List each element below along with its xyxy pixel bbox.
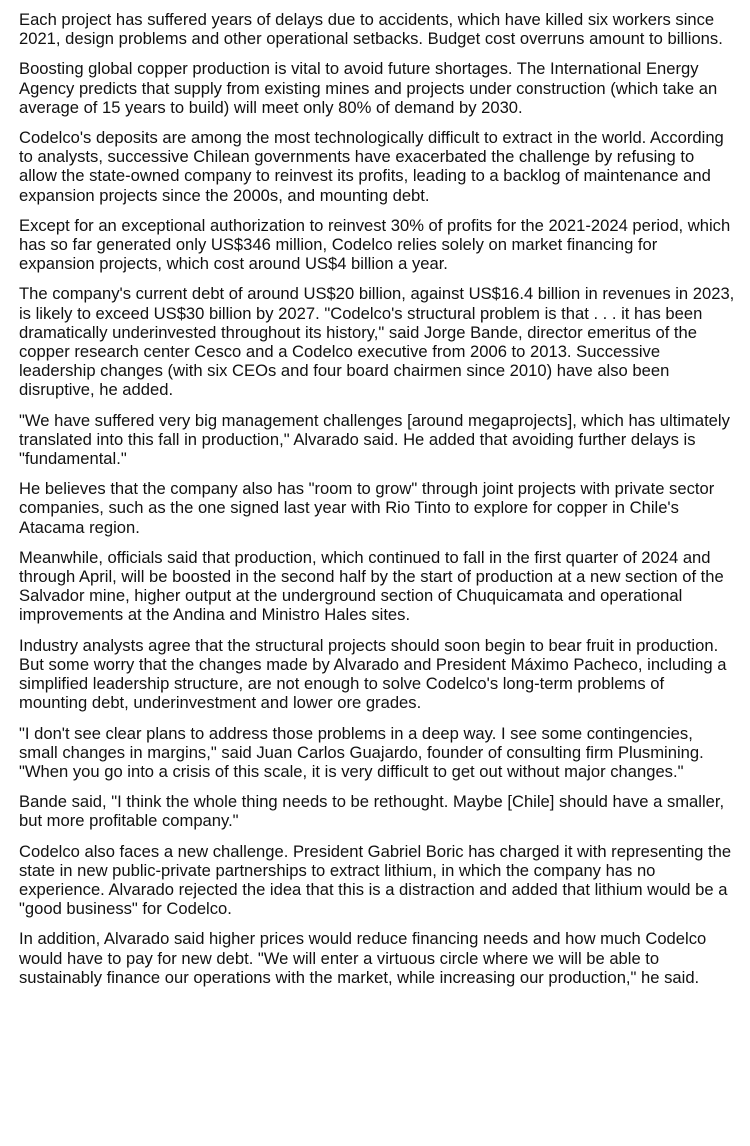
paragraph-guajardo-quote: "I don't see clear plans to address those problems in a deep way. I see some contingencies, small changes in margins," said Juan Carlos Guajardo, founder of consulting firm Plusmining. "When you go into a crisis of this scale, it is very difficult to get out without major changes."	[19, 723, 704, 781]
paragraph-virtuous-circle: In addition, Alvarado said higher prices would reduce financing needs and how much Codelco would have to pay for new debt. "We will enter a virtuous circle where we will be able to sustainably finance our operations with the market, while increasing our production," he said.	[19, 929, 707, 987]
paragraph-room-to-grow: He believes that the company also has "room to grow" through joint projects with private sector companies, such as the one signed last year with Rio Tinto to explore for copper in Chile's Atacama region.	[19, 479, 715, 537]
paragraph-management-challenges: "We have suffered very big management challenges [around megaprojects], which has ultimately translated into this fall in production," Alvarado said. He added that avoiding further delays is "fundamental."	[19, 410, 730, 469]
paragraph-global-copper-production: Boosting global copper production is vital to avoid future shortages. The International Energy Agency predicts that supply from existing mines and projects under construction (which take an average of 15 years to build) will meet only 80% of demand by 2030.	[19, 59, 718, 117]
article-body	[19, 10, 735, 998]
paragraph-company-debt: The company's current debt of around US$20 billion, against US$16.4 billion in revenues in 2023, is likely to exceed US$30 billion by 2027. "Codelco's structural problem is that . . . it has been dramatically underinvested throughout its history," said Jorge Bande, director emeritus of the copper research center Cesco and a Codelco executive from 2006 to 2013. Successive leadership changes (with six CEOs and four board chairmen since 2010) have also been disruptive, he added.	[19, 284, 735, 400]
paragraph-reinvestment-authorization: Except for an exceptional authorization to reinvest 30% of profits for the 2021-2024 period, which has so far generated only US$346 million, Codelco relies solely on market financing for expansion projects, which cost around US$4 billion a year.	[19, 215, 731, 274]
paragraph-lithium-challenge: Codelco also faces a new challenge. President Gabriel Boric has charged it with representing the state in new public-private partnerships to extract lithium, in which the company has no experience. Alvarado rejected the idea that this is a distraction and added that lithium would be a "good business" for Codelco.	[19, 841, 732, 919]
paragraph-accidents-delays: Each project has suffered years of delays due to accidents, which have killed six workers since 2021, design problems and other operational setbacks. Budget cost overruns amount to billions.	[19, 10, 723, 49]
paragraph-analyst-views: Industry analysts agree that the structural projects should soon begin to bear fruit in production. But some worry that the changes made by Alvarado and President Máximo Pacheco, including a simplified leadership structure, are not enough to solve Codelco's long-term problems of mounting debt, underinvestment and lower ore grades.	[19, 635, 727, 713]
paragraph-deposits-difficulty: Codelco's deposits are among the most technologically difficult to extract in the world. According to analysts, successive Chilean governments have exacerbated the challenge by refusing to allow the state-owned company to reinvest its profits, leading to a backlog of maintenance and expansion projects since the 2000s, and mounting debt.	[19, 128, 724, 205]
paragraph-bande-quote: Bande said, "I think the whole thing needs to be rethought. Maybe [Chile] should have a smaller, but more profitable company."	[19, 792, 725, 831]
paragraph-production-outlook: Meanwhile, officials said that production, which continued to fall in the first quarter of 2024 and through April, will be boosted in the second half by the start of production at a new section of the Salvador mine, higher output at the underground section of Chuquicamata and operational improvements at the Andina and Ministro Hales sites.	[19, 547, 724, 625]
